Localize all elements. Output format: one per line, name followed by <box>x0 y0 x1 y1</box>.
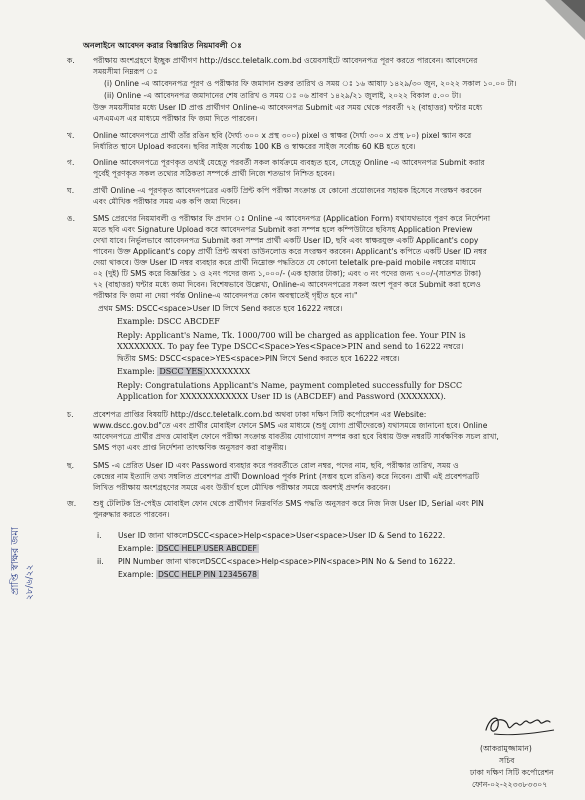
sms-second-reply-1: Reply: Congratulations Applicant's Name, payment completed successfully for DSCC <box>117 381 463 390</box>
item-ga-line-1: Online আবেদনপত্রে পূরণকৃত তথ্যই যেহেতু পরবর্তী সকল কার্যক্রমে ব্যবহৃত হবে, সেহেতু Online -এ আবেদনপত্র Submit করার <box>93 158 485 167</box>
item-cha-line-2: www.dscc.gov.bd"তে এবং প্রার্থীর মোবাইল ফোনে SMS এর মাধ্যমে (শুধু যোগ্য প্রার্থীদেরকে) যথাসময়ে জানানো হবে। Online <box>93 421 488 430</box>
sms-second-example-rest: XXXXXXXX <box>204 367 251 376</box>
item-ja-line-1: শুধু টেলিটক প্রি-পেইড মোবাইল ফোন থেকে প্রার্থীগণ নিম্নবর্ণিত SMS পদ্ধতি অনুসরণ করে নিজ নিজ User ID, Serial এবং PIN <box>93 499 484 508</box>
recovery-pin-example-label: Example: <box>118 570 154 579</box>
item-nga-line: দেয়া থাকবে। উক্ত User ID নম্বর ব্যবহার করে প্রার্থী নিম্নোক্ত পদ্ধতিতে যে কোনো teletalk pre-paid mobile নম্বরের মাধ্যমে <box>93 258 476 267</box>
item-ka-line-1: পরীক্ষায় অংশগ্রহণে ইচ্ছুক প্রার্থীগণ http://dscc.teletalk.com.bd ওয়েবসাইটে আবেদনপত্র পূরণ করতে পারবেন। আবেদনের <box>93 56 478 65</box>
recovery-pin-example-code: DSCC HELP PIN 12345678 <box>157 570 257 579</box>
item-ka-deadline-1: উক্ত সময়সীমার মধ্যে User ID প্রাপ্ত প্রার্থীগণ Online-এ আবেদনপত্র Submit এর সময় থেকে পরবর্তী ৭২ (বাহাত্তর) ঘন্টার মধ্যে <box>93 103 483 112</box>
receipt-stamp <box>4 455 34 605</box>
item-nga-line: SMS প্রেরণের নিয়মাবলী ও পরীক্ষার ফি প্রদান ঃ Online -এ আবেদনপত্র (Application Form) যথাযথভাবে পূরণ করে নির্দেশনা <box>93 214 491 223</box>
item-ja-line-2: পুনরুদ্ধার করতে পারবেন। <box>93 510 170 519</box>
recovery-marker-i: i. <box>97 531 102 540</box>
recovery-user-id-example <box>118 543 259 554</box>
signatory-phone: ফোন-০২-২২৩৩৮৩৩০৭ <box>472 780 548 789</box>
item-gha-line-1: প্রার্থী Online -এ পূরণকৃত আবেদনপত্রের একটি প্রিন্ট কপি পরীক্ষা সংক্রান্ত যে কোনো প্রয়োজনের সহায়ক হিসেবে সংরক্ষণ করবেন <box>93 186 482 195</box>
signatory-title: সচিব <box>499 756 515 765</box>
handwritten-signature <box>480 708 560 740</box>
item-marker-ga: গ. <box>67 158 75 167</box>
item-cha-line-3: আবেদনপত্রে প্রার্থীর প্রদত্ত মোবাইল ফোনে পরীক্ষা সংক্রান্ত যাবতীয় যোগাযোগ সম্পন্ন করা হবে বিধায় উক্ত নম্বরটি সার্বক্ষণিক সচল রাখা, <box>93 432 499 441</box>
page-heading: অনলাইনে আবেদন করার বিস্তারিত নিয়মাবলী ঃ <box>83 41 242 50</box>
sms-first-reply-1: Reply: Applicant's Name, Tk. 1000/700 will be charged as application fee. Your PIN is <box>117 331 466 340</box>
sms-first-instruction: প্রথম SMS: DSCC<space>User ID লিখে Send করতে হবে 16222 নম্বরে। <box>98 304 343 313</box>
item-ga-line-2: পূর্বেই পূরণকৃত সকল তথ্যের সঠিকতা সম্পর্কে প্রার্থী নিজে শতভাগ নিশ্চিত হবেন। <box>93 169 335 178</box>
item-marker-cha: চ. <box>67 410 74 419</box>
item-marker-ka: ক. <box>67 56 75 65</box>
signatory-office: ঢাকা দক্ষিণ সিটি কর্পোরেশন <box>470 768 554 777</box>
item-marker-gha: ঘ. <box>67 186 75 195</box>
item-nga-line: ০২ (দুই) টি SMS করে বিজ্ঞপ্তির ১ ও ২নং পদের জন্য ১,০০০/- (এক হাজার টাকা); এবং ৩ নং পদের জন্য ৭০০/-(সাতশত টাকা) <box>93 269 482 278</box>
recovery-user-id-example-label: Example: <box>118 544 154 553</box>
item-gha-line-2: এবং মৌখিক পরীক্ষার সময় এক কপি জমা দিবেন। <box>93 197 241 206</box>
item-ka-start-date: (i) Online -এ আবেদনপত্র পূরণ ও পরীক্ষার ফি জমাদান শুরুর তারিখ ও সময় ঃ ১৬ আষাঢ় ১৪২৯/৩০ জুন, ২০২২ সকাল ১০.০০ টা। <box>104 79 517 88</box>
page-edge-decoration <box>525 0 585 60</box>
sms-second-example-label: Example: <box>117 367 155 376</box>
item-cha-line-1: প্রবেশপত্র প্রাপ্তির বিষয়টি http://dscc.teletalk.com.bd অথবা ঢাকা দক্ষিণ সিটি কর্পোরেশন এর Website: <box>93 410 427 419</box>
receipt-stamp-text: প্রাপ্তি স্বাক্ষর জমা <box>10 527 21 595</box>
item-ka-line-2: সময়সীমা নিম্নরূপ ঃ <box>93 67 158 76</box>
recovery-marker-ii: ii. <box>97 557 104 566</box>
item-kha-line-2: নির্ধারিত স্থানে Upload করবেন। ছবির সাইজ সর্বোচ্চ 100 KB ও স্বাক্ষরের সাইজ সর্বোচ্চ 60 KB হতে হবে। <box>93 142 416 151</box>
sms-second-example <box>117 366 250 377</box>
sms-first-reply-2: XXXXXXXX. To pay fee Type DSCC<Space>Yes<Space>PIN and send to 16222 নম্বরে। <box>117 342 464 351</box>
signatory-name: (আকরামুজ্জামান) <box>480 744 532 753</box>
item-marker-chha: ছ. <box>67 461 75 470</box>
item-nga-line: দেখা যাবে। নির্ভুলভাবে আবেদনপত্র Submit করা সম্পন্ন প্রার্থী একটি User ID, ছবি এবং স্বাক্ষরযুক্ত একটি Applicant's copy <box>93 236 479 245</box>
item-chha-line-1: SMS -এ প্রেরিত User ID এবং Password ব্যবহার করে পরবর্তীতে রোল নম্বর, পদের নাম, ছবি, পরীক্ষার তারিখ, সময় ও <box>93 461 459 470</box>
sms-first-example: Example: DSCC ABCDEF <box>117 317 220 326</box>
item-chha-line-2: কেন্দ্রের নাম ইত্যাদি তথ্য সম্বলিত প্রবেশপত্র প্রার্থী Download পূর্বক Print (সম্ভব হলে রঙিন) করে নিবেন। প্রার্থী এই প্রবেশপত্রটি <box>93 472 480 481</box>
item-nga-line: মতে ছবি এবং Signature Upload করে আবেদনপত্র Submit করা সম্পন্ন হলে কম্পিউটারে ছবিসহ Application Preview <box>93 225 473 234</box>
item-marker-ja: জ. <box>67 499 77 508</box>
item-marker-nga: ঙ. <box>67 214 75 223</box>
item-kha-line-1: Online আবেদনপত্রে প্রার্থী তাঁর রঙিন ছবি (দৈর্ঘ্য ৩০০ x প্রস্থ ৩০০) pixel ও স্বাক্ষর (দৈর্ঘ্য ৩০০ x প্রস্থ ৮০) pixel স্ক্যান করে <box>93 131 472 140</box>
sms-second-instruction: দ্বিতীয় SMS: DSCC<space>YES<space>PIN লিখে Send করতে হবে 16222 নম্বরে। <box>117 354 400 363</box>
item-cha-line-4: SMS পড়া এবং প্রাপ্ত নির্দেশনা তাৎক্ষণিক অনুসরণ করা বাঞ্ছনীয়। <box>93 443 287 452</box>
sms-second-reply-2: Application for XXXXXXXXXXXX User ID is (ABCDEF) and Password (XXXXXXX). <box>117 392 446 401</box>
item-ka-deadline-2: এসএমএস এর মাধ্যমে পরীক্ষার ফি জমা দিতে পারবেন। <box>93 114 258 123</box>
recovery-user-id-example-code: DSCC HELP USER ABCDEF <box>157 544 257 553</box>
item-ka-end-date: (ii) Online -এ আবেদনপত্র জমাদানের শেষ তারিখ ও সময় ঃ ০৬ শ্রাবণ ১৪২৯/২১ জুলাই, ২০২২ বিকাল ৫.০০ টা। <box>104 91 462 100</box>
item-nga-line: ৭২ (বাহাত্তর) ঘন্টার মধ্যে জমা দিবেন। বিশেষভাবে উল্লেখ্য, Online-এ আবেদনপত্রের সকল অংশ পূরণ করে Submit করা হলেও <box>93 280 481 289</box>
sms-second-example-highlight: DSCC YES <box>159 367 203 376</box>
recovery-user-id-text: User ID জানা থাকলেDSCC<space>Help<space>User<space>User ID & Send to 16222. <box>118 531 446 540</box>
item-chha-line-3: লিখিত পরীক্ষায় অংশগ্রহণের সময়ে এবং উত্তীর্ণ হলে মৌখিক পরীক্ষার সময়ে অবশ্যই প্রদর্শন করবেন। <box>93 483 391 492</box>
item-marker-kha: খ. <box>67 131 75 140</box>
item-nga-line: পরীক্ষার ফি জমা না দেয়া পর্যন্ত Online-এ আবেদনপত্র কোন অবস্থাতেই গৃহীত হবে না।" <box>93 291 358 300</box>
receipt-stamp-date: ২৮/৬/২২ <box>25 564 35 600</box>
item-nga-line: পাবেন। উক্ত Applicant's copy প্রার্থী প্রিন্ট অথবা ডাউনলোড করে সংরক্ষণ করবেন। Applicant's কপিতে একটি User ID নম্বর <box>93 247 487 256</box>
recovery-pin-example <box>118 569 259 580</box>
recovery-pin-text: PIN Number জানা থাকলেDSCC<space>Help<space>PIN<space>PIN No & Send to 16222. <box>118 557 456 566</box>
